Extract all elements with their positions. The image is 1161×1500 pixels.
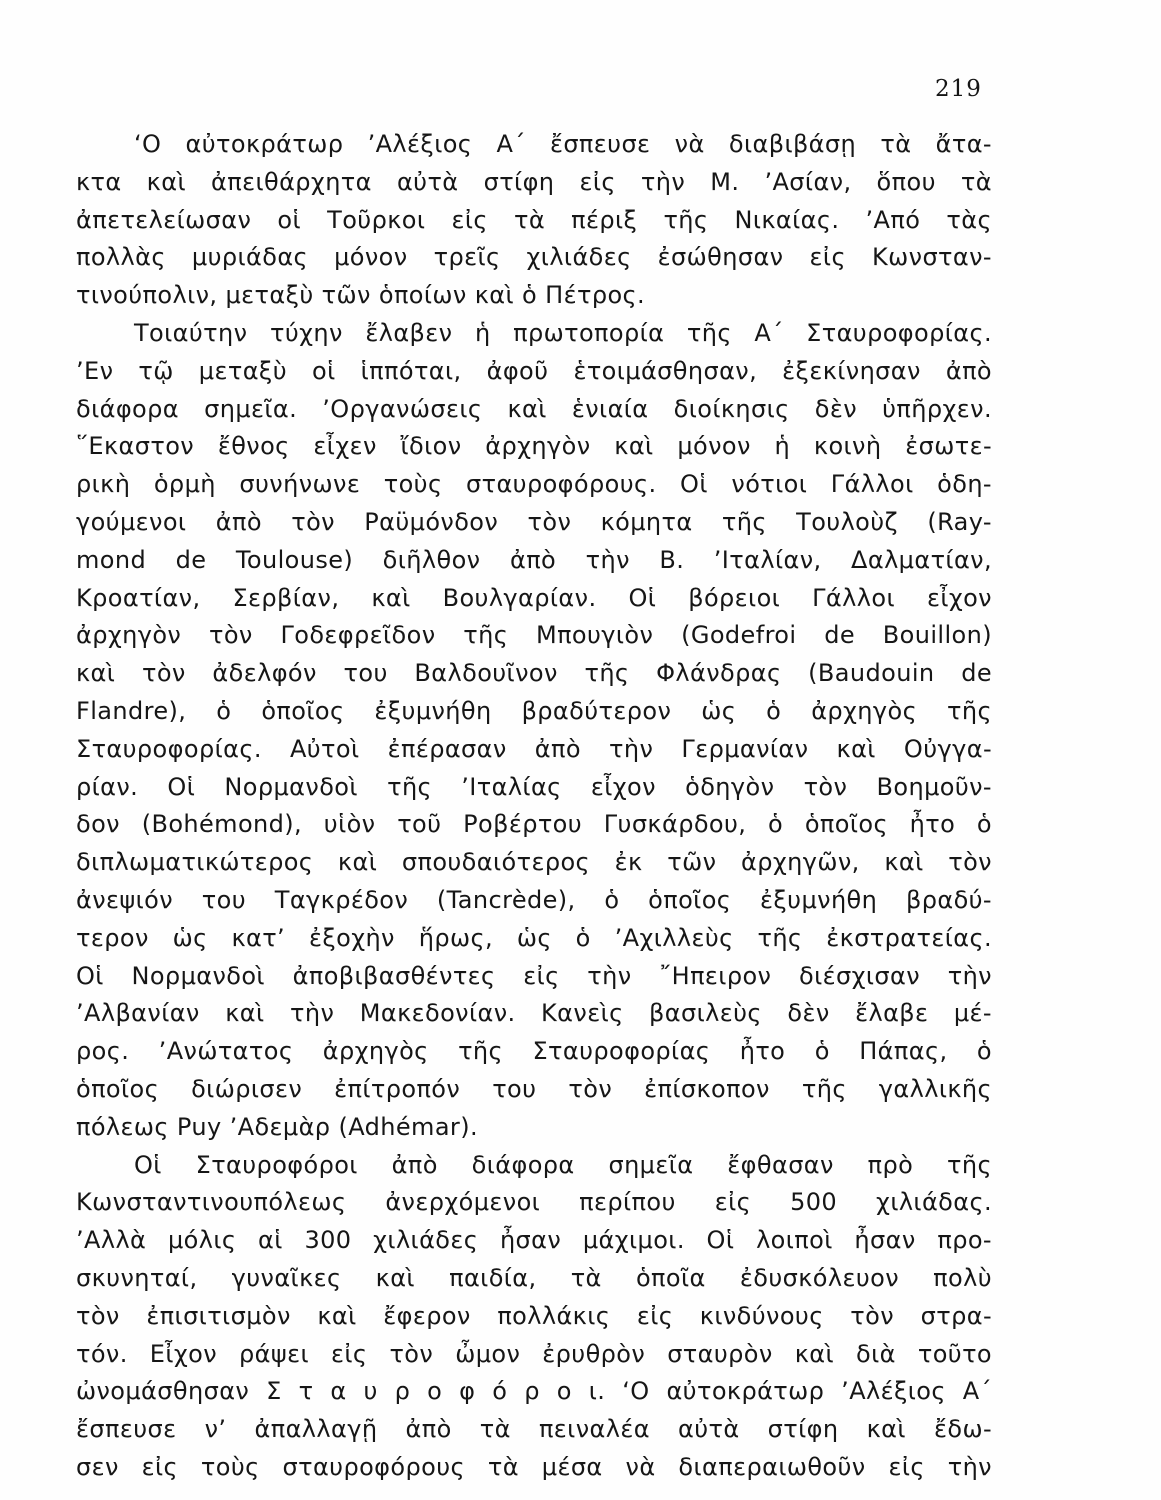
text-line: σκυνηταί, γυναῖκες καὶ παιδία, τὰ ὁποῖα ἐδυσκόλευον πολὺ (76, 1263, 992, 1292)
text-line: Κροατίαν, Σερβίαν, καὶ Βουλγαρίαν. Οἱ βόρειοι Γάλλοι εἶχον (76, 583, 992, 612)
page-number: 219 (935, 76, 982, 102)
text-line: γούμενοι ἀπὸ τὸν Ραϋμόνδον τὸν κόμητα τῆς Τουλοὺζ (Ray- (76, 507, 992, 536)
text-line: ὁποῖος διώρισεν ἐπίτροπόν του τὸν ἐπίσκοπον τῆς γαλλικῆς (76, 1074, 992, 1103)
text-line: ρίαν. Οἱ Νορμανδοὶ τῆς ’Ιταλίας εἶχον ὁδηγὸν τὸν Βοημοῦν- (76, 772, 992, 801)
text-line: τὸν ἐπισιτισμὸν καὶ ἔφερον πολλάκις εἰς κινδύνους τὸν στρα- (76, 1301, 992, 1330)
text-line: σεν εἰς τοὺς σταυροφόρους τὰ μέσα νὰ διαπεραιωθοῦν εἰς τὴν (76, 1452, 992, 1481)
text-line: Οἱ Σταυροφόροι ἀπὸ διάφορα σημεῖα ἔφθασαν πρὸ τῆς (134, 1150, 992, 1179)
text-line: ρικὴ ὁρμὴ συνήνωνε τοὺς σταυροφόρους. Οἱ νότιοι Γάλλοι ὁδη- (76, 470, 992, 499)
text-line: πόλεως Puy ’Αδεμὰρ (Adhémar). (76, 1112, 478, 1141)
text-line: ῞Εκαστον ἔθνος εἶχεν ἴδιον ἀρχηγὸν καὶ μόνον ἡ κοινὴ ἐσωτε- (76, 432, 992, 461)
text-line: διπλωματικώτερος καὶ σπουδαιότερος ἐκ τῶν ἀρχηγῶν, καὶ τὸν (76, 848, 992, 877)
text-line: κτα καὶ ἀπειθάρχητα αὐτὰ στίφη εἰς τὴν Μ. ’Ασίαν, ὅπου τὰ (76, 167, 992, 196)
text-line: τινούπολιν, μεταξὺ τῶν ὁποίων καὶ ὁ Πέτρος. (76, 281, 646, 310)
text-line: Τοιαύτην τύχην ἔλαβεν ἡ πρωτοπορία τῆς Α΄ Σταυροφορίας. (134, 318, 992, 347)
text-line: ἔσπευσε ν’ ἀπαλλαγῇ ἀπὸ τὰ πειναλέα αὐτὰ στίφη καὶ ἔδω- (76, 1415, 992, 1444)
text-line: ’Αλβανίαν καὶ τὴν Μακεδονίαν. Κανεὶς βασιλεὺς δὲν ἔλαβε μέ- (76, 999, 992, 1028)
text-line: Flandre), ὁ ὁποῖος ἐξυμνήθη βραδύτερον ὡς ὁ ἀρχηγὸς τῆς (76, 696, 992, 725)
text-line: πολλὰς μυριάδας μόνον τρεῖς χιλιάδες ἐσώθησαν εἰς Κωνσταν- (76, 243, 992, 272)
text-line: ’Αλλὰ μόλις αἱ 300 χιλιάδες ἦσαν μάχιμοι. Οἱ λοιποὶ ἦσαν προ- (76, 1226, 992, 1255)
text-line: Σταυροφορίας. Αὐτοὶ ἐπέρασαν ἀπὸ τὴν Γερμανίαν καὶ Οὐγγα- (76, 734, 992, 763)
text-line: δον (Bohémond), υἱὸν τοῦ Ροβέρτου Γυσκάρδου, ὁ ὁποῖος ἦτο ὁ (76, 810, 992, 839)
text-line: τερον ὡς κατ’ ἐξοχὴν ἥρως, ὡς ὁ ’Αχιλλεὺς τῆς ἐκστρατείας. (76, 923, 992, 952)
text-line: Κωνσταντινουπόλεως ἀνερχόμενοι περίπου εἰς 500 χιλιάδας. (76, 1188, 992, 1217)
text-line: ’Εν τῷ μεταξὺ οἱ ἱππόται, ἀφοῦ ἑτοιμάσθησαν, ἐξεκίνησαν ἀπὸ (76, 356, 992, 385)
text-line: ἀνεψιόν του Ταγκρέδον (Tancrède), ὁ ὁποῖος ἐξυμνήθη βραδύ- (76, 885, 992, 914)
text-line: διάφορα σημεῖα. ’Οργανώσεις καὶ ἑνιαία διοίκησις δὲν ὑπῆρχεν. (76, 394, 992, 423)
body-text (76, 126, 992, 1487)
text-line: ὠνομάσθησαν Σ τ α υ ρ ο φ ό ρ ο ι. ‘Ο αὐτοκράτωρ ’Αλέξιος Α΄ (76, 1377, 992, 1406)
text-line: ‘Ο αὐτοκράτωρ ’Αλέξιος Α΄ ἔσπευσε νὰ διαβιβάσῃ τὰ ἄτα- (134, 130, 992, 158)
text-line: Οἱ Νορμανδοὶ ἀποβιβασθέντες εἰς τὴν ῎Ηπειρον διέσχισαν τὴν (76, 961, 992, 990)
text-line: καὶ τὸν ἀδελφόν του Βαλδουῖνον τῆς Φλάνδρας (Baudouin de (76, 659, 992, 688)
text-line: ἀρχηγὸν τὸν Γοδεφρεῖδον τῆς Μπουγιὸν (Godefroi de Bouillon) (76, 621, 992, 650)
text-line: τόν. Εἶχον ράψει εἰς τὸν ὦμον ἐρυθρὸν σταυρὸν καὶ διὰ τοῦτο (76, 1339, 992, 1368)
text-line: mond de Toulouse) διῆλθον ἀπὸ τὴν Β. ’Ιταλίαν, Δαλματίαν, (76, 545, 992, 574)
text-line: ἀπετελείωσαν οἱ Τοῦρκοι εἰς τὰ πέριξ τῆς Νικαίας. ’Από τὰς (76, 205, 992, 234)
text-line: ρος. ’Ανώτατος ἀρχηγὸς τῆς Σταυροφορίας ἦτο ὁ Πάπας, ὁ (76, 1037, 992, 1066)
